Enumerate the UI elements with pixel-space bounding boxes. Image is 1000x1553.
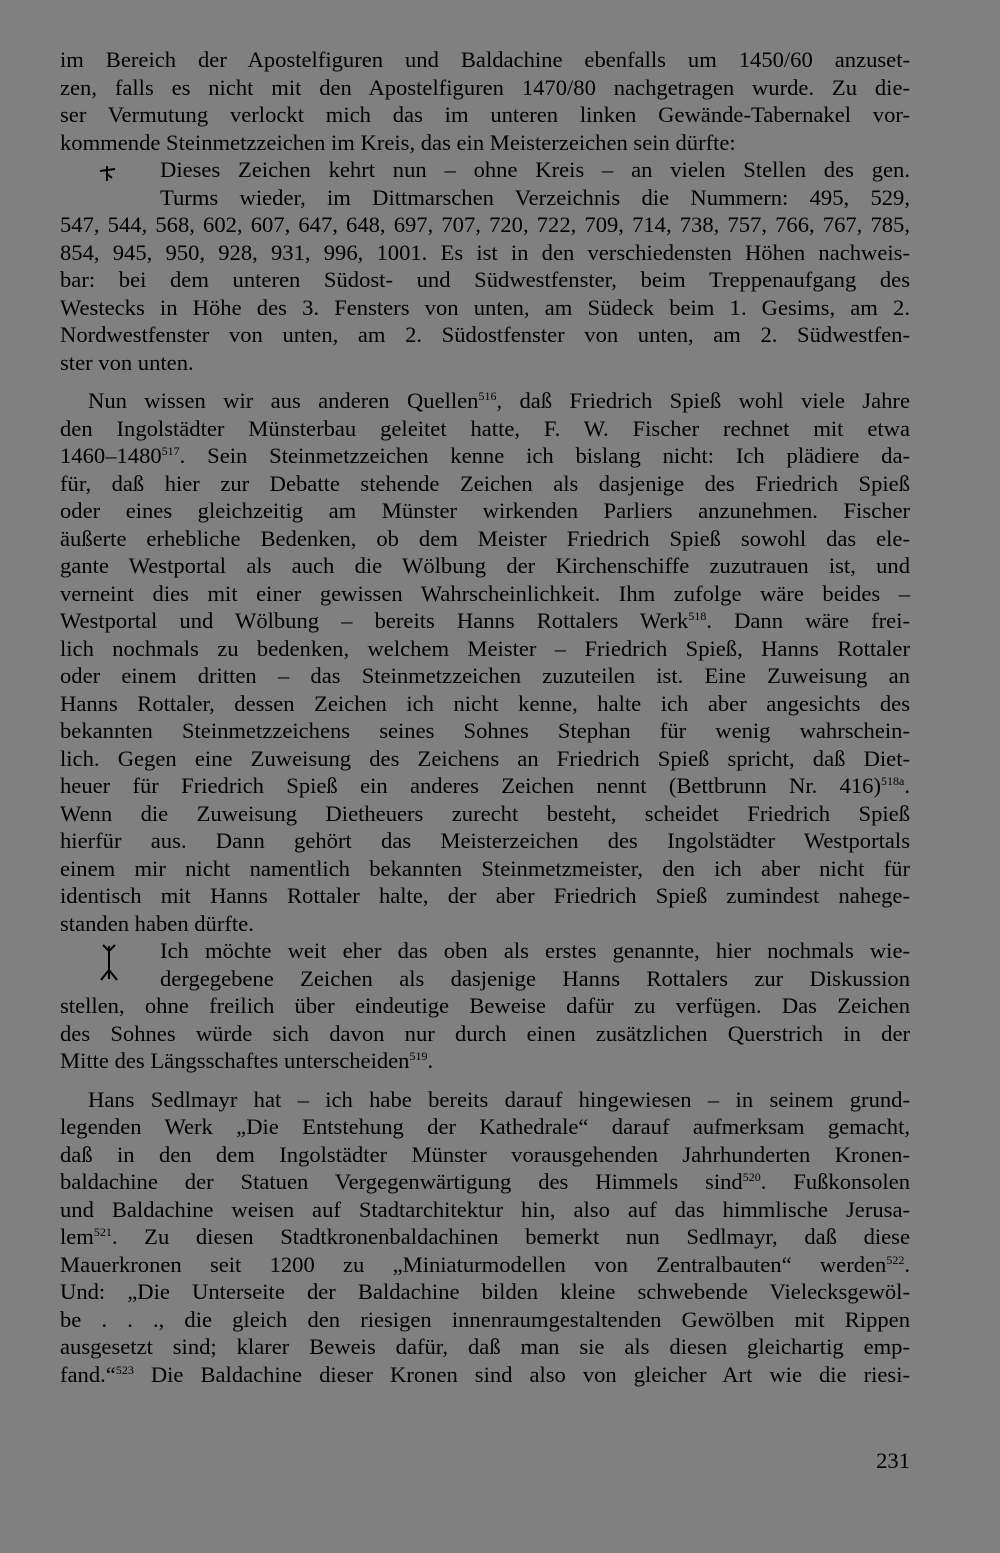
text-line: oder einem dritten – das Steinmetzzeichen zuzuteilen ist. Eine Zuweisung an (60, 663, 910, 688)
page-number: 231 (876, 1448, 910, 1473)
text-line: Mauerkronen seit 1200 zu „Miniaturmodellen von Zentralbauten“ werden$^{522}$. (60, 1251, 910, 1277)
text-line: standen haben dürfte. (60, 910, 254, 936)
paragraph-4 (60, 937, 910, 1075)
text-line: bekannten Steinmetzzeichens seines Sohnes Stephan für wenig wahrschein- (60, 718, 910, 743)
text-line: hierfür aus. Dann gehört das Meisterzeichen des Ingolstädter Westportals (60, 828, 910, 853)
text-line: 854, 945, 950, 928, 931, 996, 1001. Es ist in den verschiedensten Höhen nachweis- (60, 239, 910, 265)
text-line: und Baldachine weisen auf Stadtarchitektur hin, also auf das himmlische Jerusa- (60, 1196, 910, 1222)
text-line: lem$^{521}$. Zu diesen Stadtkronenbaldachinen bemerkt nun Sedlmayr, daß diese (60, 1224, 910, 1249)
text-line: be . . ., die gleich den riesigen innenraumgestaltenden Gewölben mit Rippen (60, 1306, 910, 1332)
text-line: ausgesetzt sind; klarer Beweis dafür, daß man sie als diesen gleichartig emp- (60, 1334, 910, 1359)
text-line: Wenn die Zuweisung Dietheuers zurecht besteht, scheidet Friedrich Spieß (60, 800, 910, 826)
text-line: Hans Sedlmayr hat – ich habe bereits darauf hingewiesen – in seinem grund- (88, 1086, 910, 1112)
paragraph-1 (60, 46, 910, 156)
text-line: legenden Werk „Die Entstehung der Kathedrale“ darauf aufmerksam gemacht, (60, 1114, 910, 1139)
text-line: stellen, ohne freilich über eindeutige Beweise dafür zu verfügen. Das Zeichen (60, 993, 910, 1018)
text-line: Dieses Zeichen kehrt nun – ohne Kreis – an vielen Stellen des gen. (160, 157, 910, 182)
text-line: des Sohnes würde sich davon nur durch einen zusätzlichen Querstrich in der (60, 1020, 910, 1046)
text-line: Westportal und Wölbung – bereits Hanns Rottalers Werk$^{518}$. Dann wäre frei- (60, 608, 910, 633)
footnote-marker: 518 (688, 609, 707, 623)
footnote-marker: 521 (93, 1225, 112, 1239)
paragraph-5 (60, 1086, 910, 1389)
text-line: äußerte erhebliche Bedenken, ob dem Meister Friedrich Spieß sowohl das ele- (60, 525, 910, 551)
footnote-marker: 520 (742, 1170, 761, 1184)
text-line: 1460–1480$^{517}$. Sein Steinmetzzeichen kenne ich bislang nicht: Ich plädiere da- (60, 443, 910, 468)
text-line: 547, 544, 568, 602, 607, 647, 648, 697, 707, 720, 722, 709, 714, 738, 757, 766, 767, 785, (60, 212, 910, 237)
stonemason-mark-1-icon (60, 156, 120, 212)
text-line: bar: bei dem unteren Südost- und Südwestfenster, beim Treppenaufgang des (60, 267, 910, 292)
text-line: kommende Steinmetzzeichen im Kreis, das ein Meisterzeichen sein dürfte: (60, 129, 736, 155)
text-line: lich. Gegen eine Zuweisung des Zeichens an Friedrich Spieß spricht, daß Diet- (60, 745, 910, 771)
text-line: den Ingolstädter Münsterbau geleitet hatte, F. W. Fischer rechnet mit etwa (60, 415, 910, 441)
text-line: oder eines gleichzeitig am Münster wirkenden Parliers anzunehmen. Fischer (60, 498, 910, 523)
text-line: fand.“$^{523}$ Die Baldachine dieser Kronen sind also von gleicher Art wie die riesi- (60, 1361, 910, 1387)
footnote-marker: 518a (881, 774, 905, 788)
text-line: Turms wieder, im Dittmarschen Verzeichnis die Nummern: 495, 529, (160, 184, 910, 210)
text-line: identisch mit Hanns Rottaler halte, der aber Friedrich Spieß zumindest nahege- (60, 883, 910, 908)
text-line: daß in den dem Ingolstädter Münster vorausgehenden Jahrhunderten Kronen- (60, 1141, 910, 1167)
footnote-marker: 517 (161, 444, 180, 458)
footnote-marker: 519 (409, 1049, 428, 1063)
text-line: ser Vermutung verlockt mich das im unteren linken Gewände-Tabernakel vor- (60, 102, 910, 127)
text-line: für, daß hier zur Debatte stehende Zeichen als dasjenige des Friedrich Spieß (60, 470, 910, 496)
footnote-marker: 522 (886, 1252, 905, 1267)
text-line: dergegebene Zeichen als dasjenige Hanns Rottalers zur Diskussion (160, 965, 910, 991)
paragraph-2 (60, 156, 910, 376)
text-line: heuer für Friedrich Spieß ein anderes Zeichen nennt (Bettbrunn Nr. 416)$^{518a}$. (60, 773, 910, 798)
text-line: Mitte des Längsschaftes unterscheiden$^{519}$. (60, 1048, 434, 1073)
text-line: gante Westportal als auch die Wölbung der Kirchenschiffe zuzutrauen ist, und (60, 553, 910, 578)
text-line: Ich möchte weit eher das oben als erstes genannte, hier nochmals wie- (160, 938, 910, 963)
page-body (60, 46, 910, 1388)
stonemason-mark-2-icon (60, 937, 120, 993)
text-line: im Bereich der Apostelfiguren und Baldachine ebenfalls um 1450/60 anzuset- (60, 47, 910, 72)
text-line: Und: „Die Unterseite der Baldachine bilden kleine schwebende Vielecksgewöl- (60, 1279, 910, 1304)
text-line: baldachine der Statuen Vergegenwärtigung des Himmels sind$^{520}$. Fußkonsolen (60, 1169, 910, 1194)
text-line: ster von unten. (60, 349, 194, 375)
paragraph-3 (60, 387, 910, 937)
footnote-marker: 516 (478, 389, 497, 403)
text-line: Nun wissen wir aus anderen Quellen$^{516}$, daß Friedrich Spieß wohl viele Jahre (88, 388, 910, 413)
text-line: Westecks in Höhe des 3. Fensters von unten, am Südeck beim 1. Gesims, am 2. (60, 294, 910, 320)
text-line: lich nochmals zu bedenken, welchem Meister – Friedrich Spieß, Hanns Rottaler (60, 635, 910, 661)
text-line: verneint dies mit einer gewissen Wahrscheinlichkeit. Ihm zufolge wäre beides – (60, 580, 910, 606)
text-line: zen, falls es nicht mit den Apostelfiguren 1470/80 nachgetragen wurde. Zu die- (60, 74, 910, 100)
text-line: Hanns Rottaler, dessen Zeichen ich nicht kenne, halte ich aber angesichts des (60, 690, 910, 716)
footnote-marker: 523 (115, 1362, 134, 1377)
text-line: Nordwestfenster von unten, am 2. Südostfenster von unten, am 2. Südwestfen- (60, 322, 910, 347)
text-line: einem mir nicht namentlich bekannten Steinmetzmeister, den ich aber nicht für (60, 855, 910, 881)
